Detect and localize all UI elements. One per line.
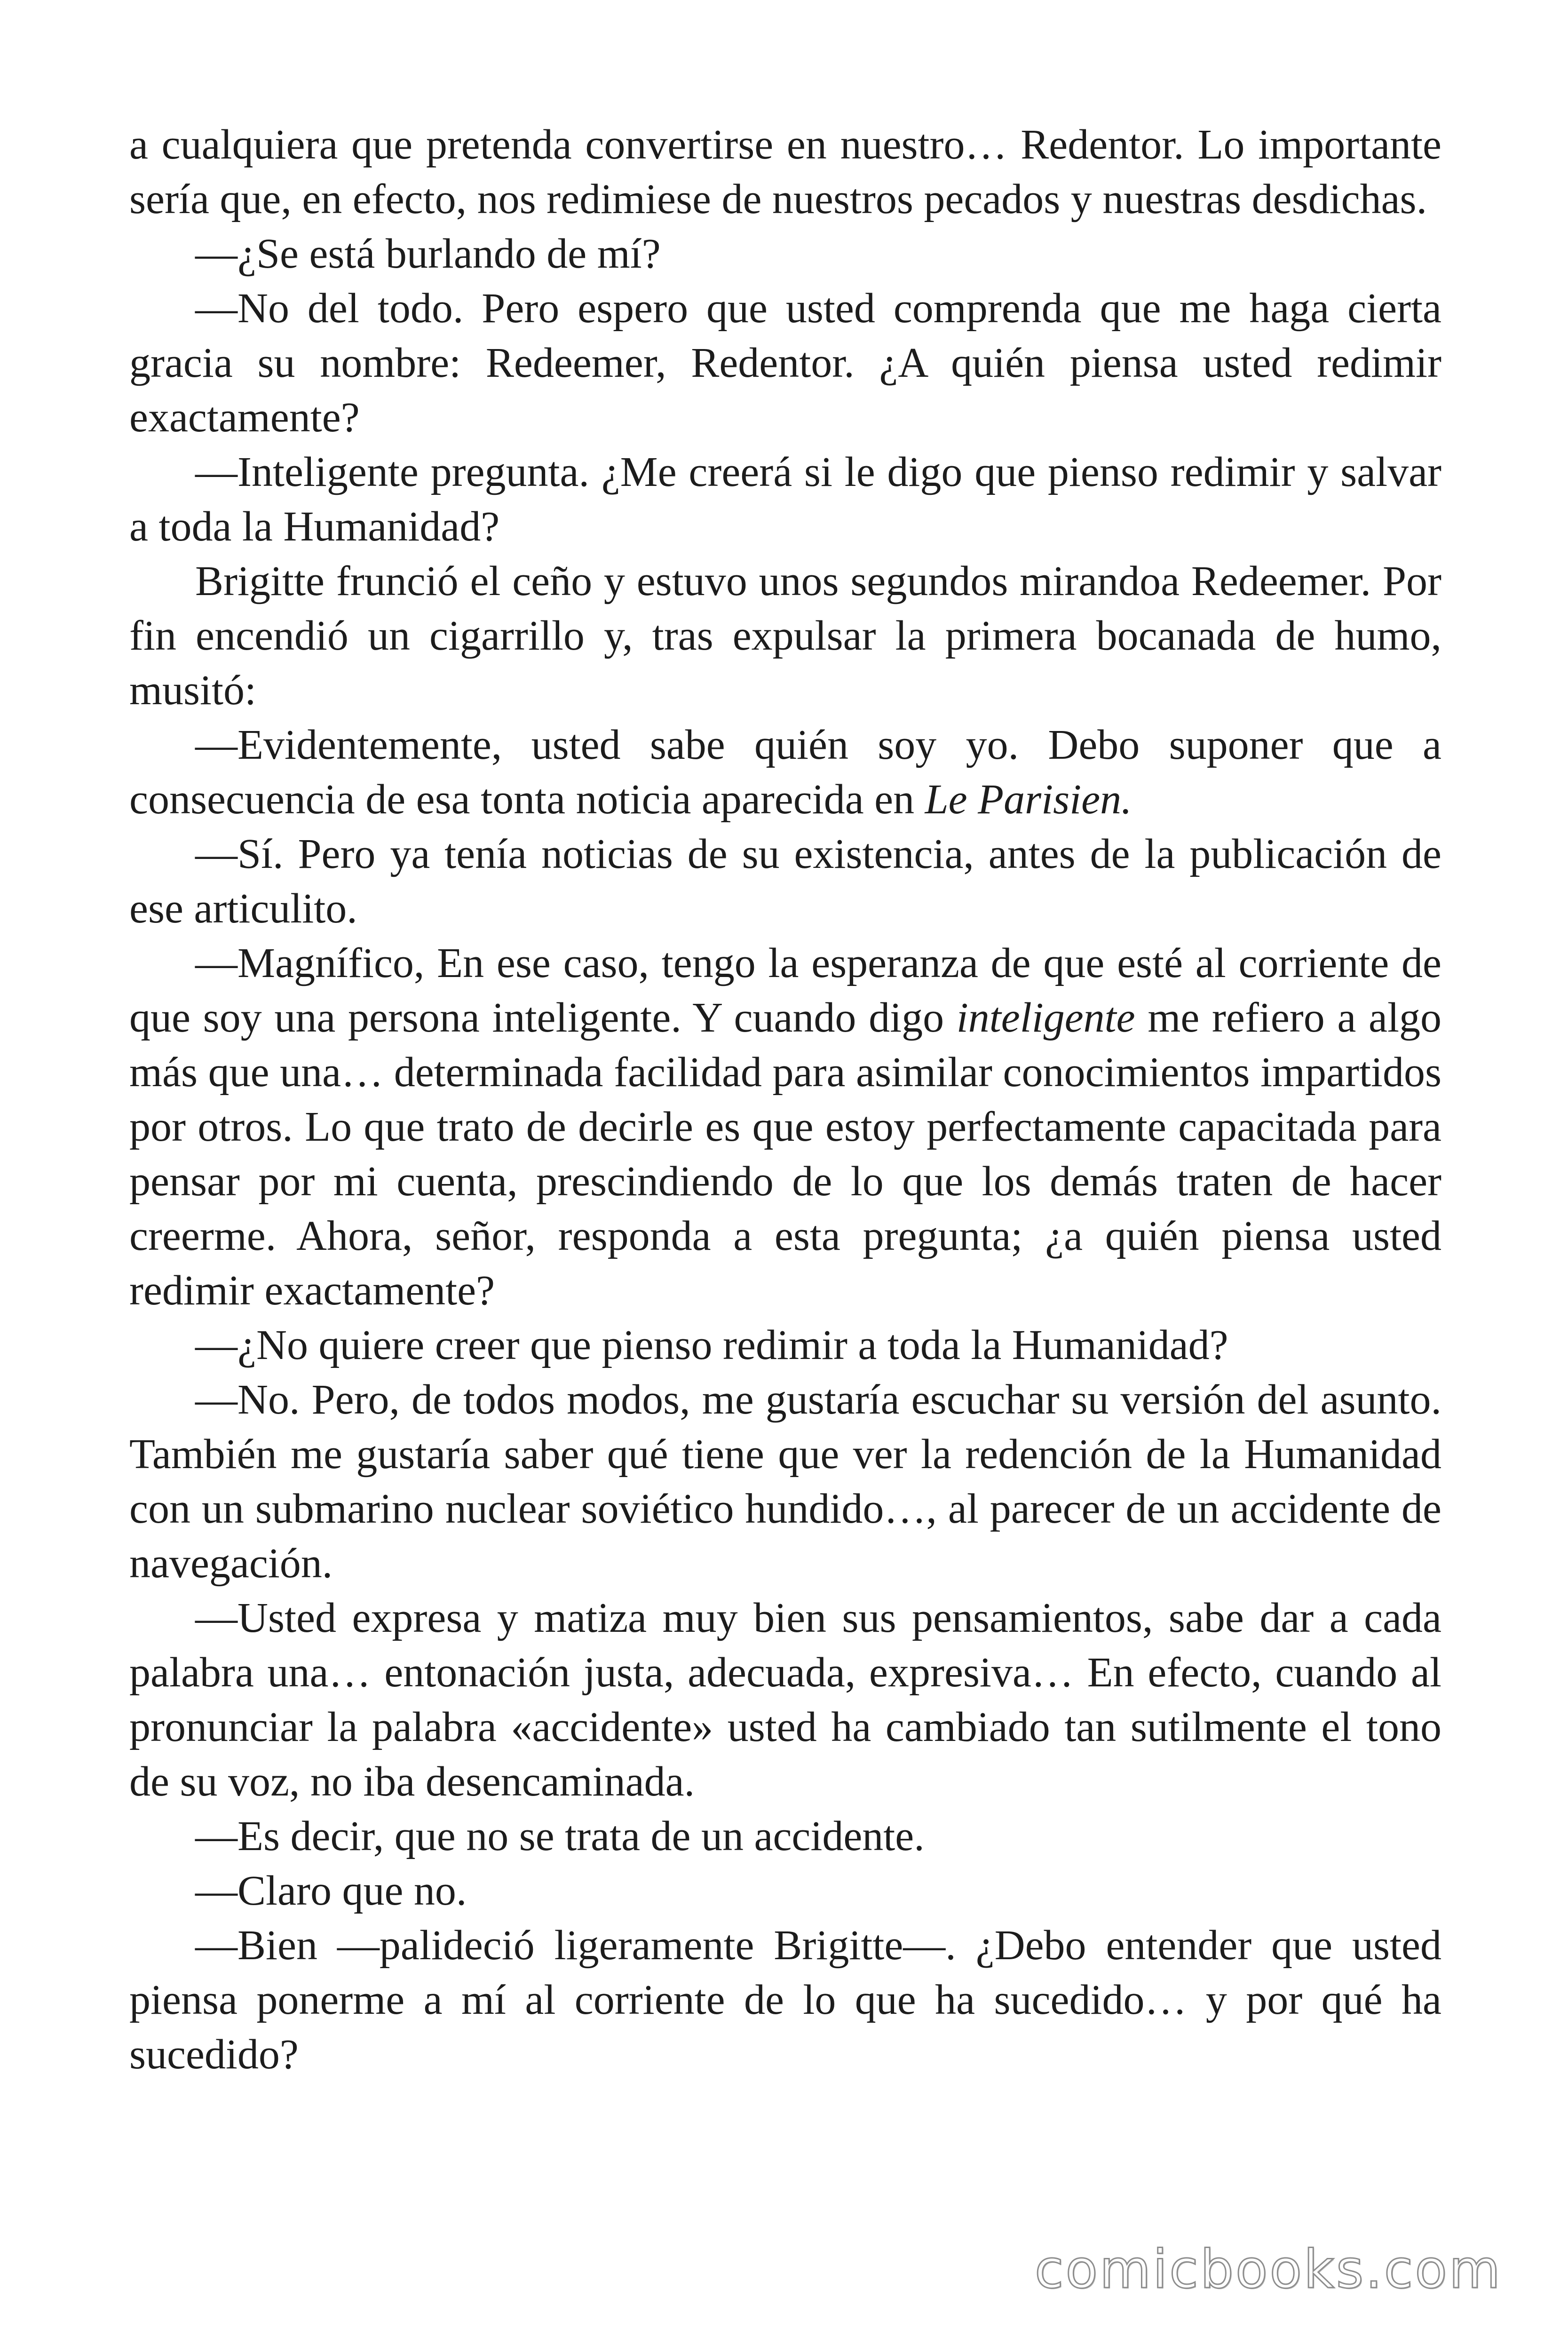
paragraph: Brigitte frunció el ceño y estuvo unos segundos mirandoa Redeemer. Por fin encendió un cigarrillo y, tras expulsar la primera bocanada de humo, musitó: bbox=[129, 558, 1441, 714]
paragraph: —Usted expresa y matiza muy bien sus pensamientos, sabe dar a cada palabra una… entonación justa, adecuada, expresiva… En efecto, cuando al pronunciar la palabra «accidente» usted ha cambiado tan sutilmente el tono de su voz, no iba desencaminada. bbox=[129, 1595, 1441, 1805]
paragraph: —Inteligente pregunta. ¿Me creerá si le digo que pienso redimir y salvar a toda la Humanidad? bbox=[129, 449, 1441, 550]
paragraph: —¿No quiere creer que pienso redimir a toda la Humanidad? bbox=[195, 1322, 1228, 1368]
paragraph-text: me refiero a algo más que una… determinada facilidad para asimilar conocimientos impartidos por otros. Lo que trato de decirle es que estoy perfectamente capacitada para pensar por mi cuenta, prescindiendo de lo que los demás traten de hacer creerme. Ahora, señor, responda a esta pregunta; ¿a quién piensa usted redimir exactamente? bbox=[129, 994, 1441, 1314]
paragraph bbox=[129, 936, 1441, 1318]
paragraph-text: —Evidentemente, usted sabe quién soy yo. Debo suponer que a consecuencia de esa tonta noticia aparecida en bbox=[129, 722, 1441, 823]
paragraph: —Sí. Pero ya tenía noticias de su existencia, antes de la publicación de ese articulito. bbox=[129, 831, 1441, 932]
paragraph: —No del todo. Pero espero que usted comprenda que me haga cierta gracia su nombre: Redeemer, Redentor. ¿A quién piensa usted redimir exactamente? bbox=[129, 285, 1441, 441]
paragraph: —Es decir, que no se trata de un accidente. bbox=[195, 1813, 925, 1859]
paragraph bbox=[129, 718, 1441, 827]
paragraph: a cualquiera que pretenda convertirse en nuestro… Redentor. Lo importante sería que, en efecto, nos redimiese de nuestros pecados y nuestras desdichas. bbox=[129, 121, 1441, 222]
paragraph: —No. Pero, de todos modos, me gustaría escuchar su versión del asunto. También me gustaría saber qué tiene que ver la redención de la Humanidad con un submarino nuclear soviético hundido…, al parecer de un accidente de navegación. bbox=[129, 1376, 1441, 1587]
paragraph: —Bien —palideció ligeramente Brigitte—. ¿Debo entender que usted piensa ponerme a mí al corriente de lo que ha sucedido… y por qué ha sucedido? bbox=[129, 1922, 1441, 2078]
paragraph-text: —Magnífico, En ese caso, tengo la esperanza de que esté al corriente de que soy una persona inteligente. Y cuando digo bbox=[129, 940, 1441, 1041]
italic-title: Le Parisien. bbox=[925, 776, 1132, 823]
paragraph: —¿Se está burlando de mí? bbox=[195, 230, 661, 277]
italic-word: inteligente bbox=[956, 994, 1135, 1041]
watermark-logo: comicbooks.com bbox=[1034, 2239, 1502, 2300]
book-page-text bbox=[129, 118, 1441, 2082]
paragraph: —Claro que no. bbox=[195, 1867, 467, 1914]
